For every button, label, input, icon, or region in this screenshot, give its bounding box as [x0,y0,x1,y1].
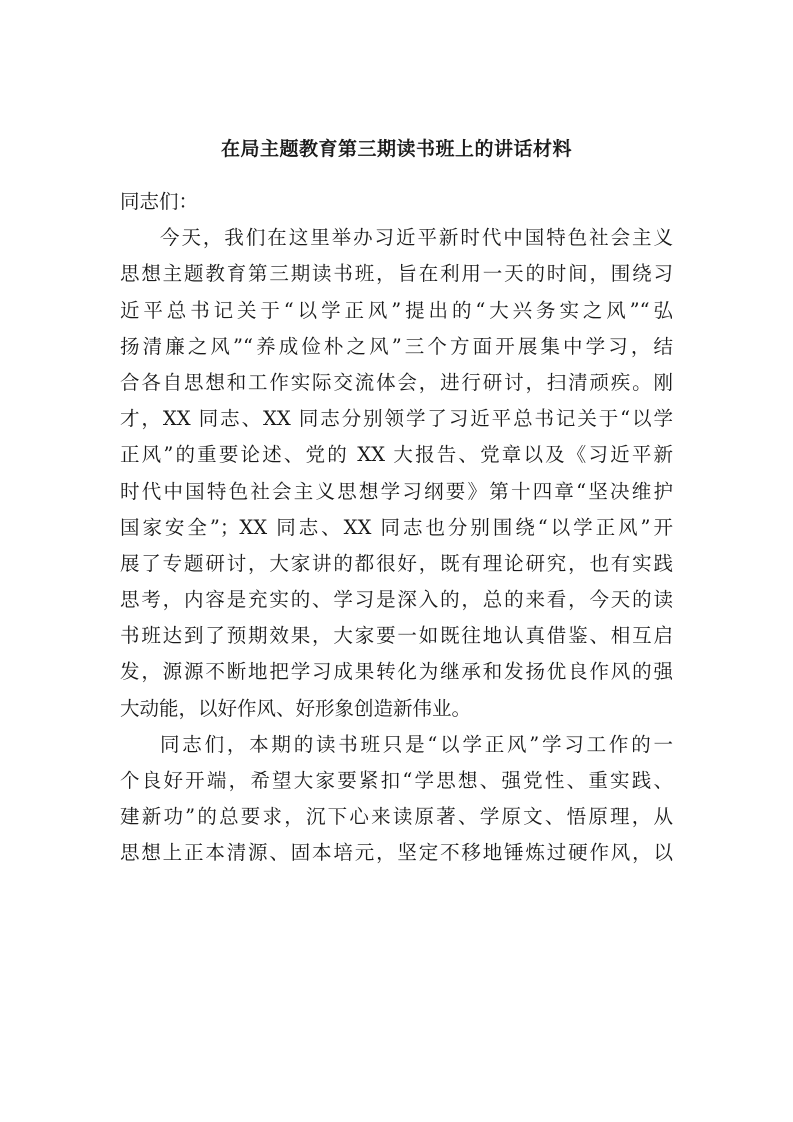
paragraph-line: 思想上正本清源、固本培元，坚定不移地锤炼过硬作风，以 [120,841,673,865]
paragraph-line: 书班达到了预期效果，大家要一如既往地认真借鉴、相互启 [120,624,673,648]
paragraph-2 [120,727,673,872]
salutation: 同志们： [120,190,199,213]
paragraph-line: 展了专题研讨，大家讲的都很好，既有理论研究，也有实践 [120,551,673,575]
paragraph-line: 思想主题教育第三期读书班，旨在利用一天的时间，围绕习 [120,262,673,286]
paragraph-line: 发，源源不断地把学习成果转化为继承和发扬优良作风的强 [120,660,673,684]
paragraph-line: 建新功”的总要求，沉下心来读原著、学原文、悟原理，从 [120,805,673,829]
paragraph-line: 才，XX 同志、XX 同志分别领学了习近平总书记关于“以学 [120,407,673,431]
document-title: 在局主题教育第三期读书班上的讲话材料 [220,138,572,160]
paragraph-line: 个良好开端，希望大家要紧扣“学思想、强党性、重实践、 [120,769,673,792]
paragraph-line: 正风”的重要论述、党的 XX 大报告、党章以及《习近平新 [120,443,673,467]
paragraph-line: 今天，我们在这里举办习近平新时代中国特色社会主义 [160,226,673,250]
paragraph-line: 时代中国特色社会主义思想学习纲要》第十四章“坚决维护 [120,479,673,503]
paragraph-line: 近平总书记关于“以学正风”提出的“大兴务实之风”“弘 [120,298,673,322]
paragraph-line: 同志们，本期的读书班只是“以学正风”学习工作的一 [160,732,673,756]
paragraph-line: 合各自思想和工作实际交流体会，进行研讨，扫清顽疾。刚 [120,370,673,394]
paragraph-line: 国家安全”；XX 同志、XX 同志也分别围绕“以学正风”开 [120,515,673,539]
document-body [120,184,673,872]
paragraph-line: 大动能，以好作风、好形象创造新伟业。 [120,696,472,720]
paragraph-line: 扬清廉之风”“养成俭朴之风”三个方面开展集中学习，结 [120,334,673,358]
paragraph-line: 思考，内容是充实的、学习是深入的，总的来看，今天的读 [120,588,673,612]
paragraph-1 [120,220,673,727]
